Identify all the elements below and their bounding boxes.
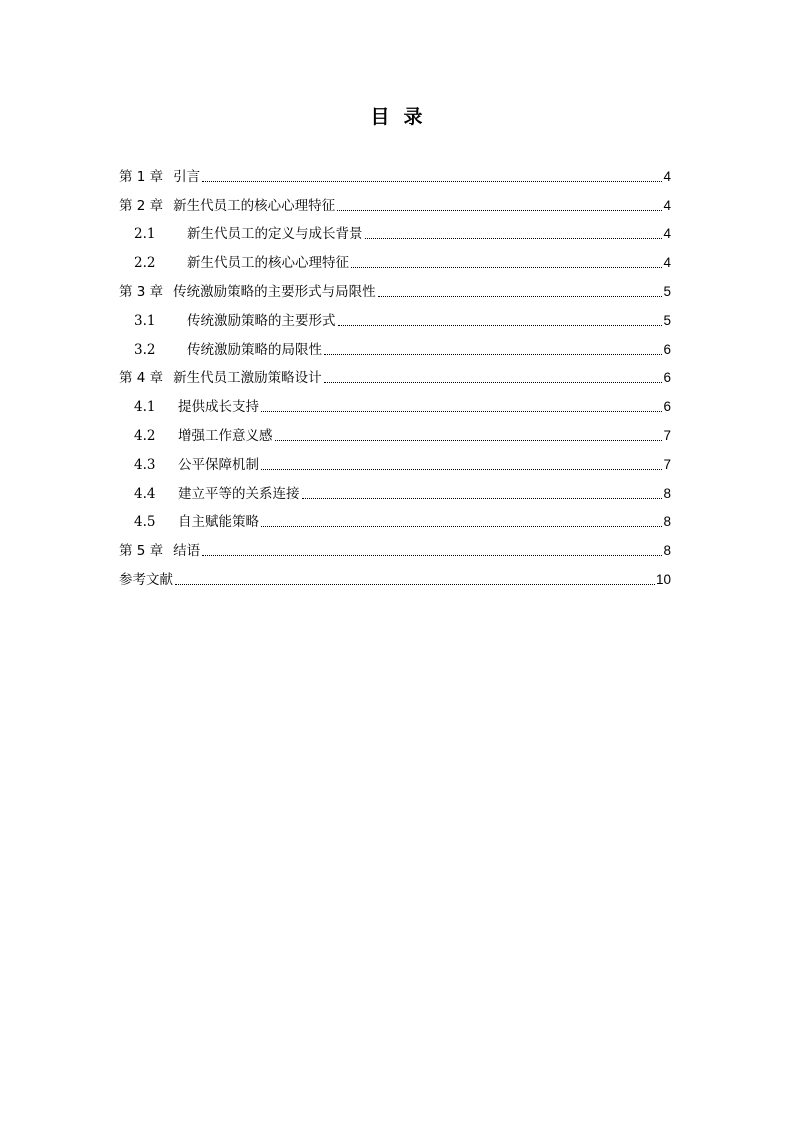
toc-entry-page: 5 — [663, 312, 671, 328]
toc-entry-number: 3.2 — [134, 341, 156, 358]
dot-leader — [324, 382, 663, 383]
toc-entry-title: 提供成长支持 — [178, 399, 259, 416]
toc-entry-page: 8 — [663, 514, 671, 530]
dot-leader — [202, 555, 662, 556]
dot-leader — [261, 469, 662, 470]
toc-entry[interactable] — [119, 359, 671, 388]
toc-entry-page: 10 — [655, 571, 671, 587]
toc-entry[interactable] — [119, 416, 671, 445]
toc-entry-title: 传统激励策略的主要形式与局限性 — [173, 283, 376, 300]
toc-entry-page: 4 — [663, 226, 671, 242]
toc-entry-number: 2.2 — [134, 255, 156, 272]
toc-entry[interactable] — [119, 330, 671, 359]
toc-entry-title: 新生代员工的定义与成长背景 — [187, 226, 363, 243]
dot-leader — [175, 584, 655, 585]
toc-entry-page: 5 — [663, 283, 671, 299]
table-of-contents — [119, 157, 671, 589]
toc-entry-number: 第 2 章 — [119, 197, 164, 214]
dot-leader — [351, 267, 662, 268]
toc-entry-page: 4 — [663, 197, 671, 213]
toc-entry-number: 4.2 — [134, 427, 156, 444]
toc-entry-number: 第 5 章 — [119, 543, 164, 560]
dot-leader — [202, 181, 662, 182]
toc-entry-number: 第 3 章 — [119, 283, 164, 300]
dot-leader — [378, 296, 663, 297]
toc-entry-title: 参考文献 — [119, 571, 173, 588]
toc-entry[interactable] — [119, 531, 671, 560]
toc-entry-title: 新生代员工激励策略设计 — [173, 370, 322, 387]
toc-entry-number: 4.5 — [134, 514, 156, 531]
toc-entry-number: 4.3 — [134, 456, 156, 473]
toc-entry-page: 8 — [663, 543, 671, 559]
toc-entry[interactable] — [119, 272, 671, 301]
toc-entry-number: 4.4 — [134, 485, 156, 502]
toc-entry-page: 6 — [663, 370, 671, 386]
toc-entry-title: 传统激励策略的局限性 — [187, 341, 322, 358]
dot-leader — [302, 498, 663, 499]
toc-entry[interactable] — [119, 445, 671, 474]
toc-entry[interactable] — [119, 157, 671, 186]
toc-entry-page: 7 — [663, 456, 671, 472]
toc-entry-page: 6 — [663, 341, 671, 357]
toc-entry-page: 8 — [663, 485, 671, 501]
toc-entry[interactable] — [119, 186, 671, 215]
toc-entry-number: 3.1 — [134, 312, 156, 329]
toc-entry[interactable] — [119, 387, 671, 416]
toc-entry-title: 结语 — [173, 543, 201, 560]
toc-entry-number: 第 1 章 — [119, 168, 164, 185]
toc-entry[interactable] — [119, 503, 671, 532]
toc-entry-title: 传统激励策略的主要形式 — [187, 312, 336, 329]
toc-entry[interactable] — [119, 243, 671, 272]
toc-entry[interactable] — [119, 560, 671, 589]
toc-entry[interactable] — [119, 474, 671, 503]
toc-entry-title: 自主赋能策略 — [178, 514, 259, 531]
toc-entry-page: 4 — [663, 168, 671, 184]
toc-entry-title: 增强工作意义感 — [178, 427, 273, 444]
toc-entry-number: 2.1 — [134, 226, 156, 243]
dot-leader — [275, 440, 663, 441]
toc-entry-page: 4 — [663, 255, 671, 271]
toc-entry-page: 6 — [663, 399, 671, 415]
dot-leader — [324, 354, 662, 355]
toc-entry-title: 新生代员工的核心心理特征 — [187, 255, 349, 272]
dot-leader — [365, 238, 663, 239]
dot-leader — [261, 411, 662, 412]
dot-leader — [261, 526, 662, 527]
dot-leader — [337, 210, 662, 211]
dot-leader — [338, 325, 663, 326]
toc-entry-title: 引言 — [173, 168, 201, 185]
toc-entry-title: 新生代员工的核心心理特征 — [173, 197, 336, 214]
toc-entry-number: 4.1 — [134, 399, 156, 416]
page-title: 目录 — [370, 106, 437, 128]
toc-entry-number: 第 4 章 — [119, 370, 164, 387]
toc-entry-title: 建立平等的关系连接 — [178, 485, 300, 502]
toc-entry-title: 公平保障机制 — [178, 456, 259, 473]
toc-entry[interactable] — [119, 215, 671, 244]
toc-entry-page: 7 — [663, 427, 671, 443]
toc-entry[interactable] — [119, 301, 671, 330]
